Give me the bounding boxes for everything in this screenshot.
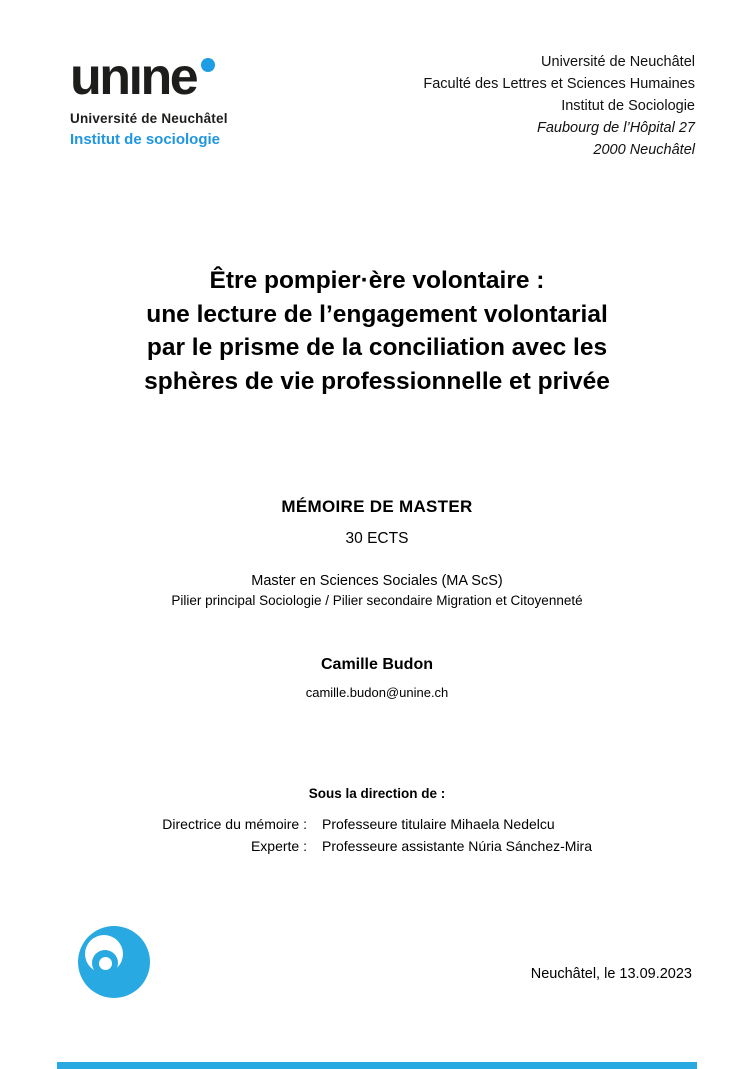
address-line-city: 2000 Neuchâtel bbox=[593, 142, 695, 158]
degree-pillars: Pilier principal Sociologie / Pilier secondaire Migration et Citoyenneté bbox=[171, 593, 583, 608]
logo-institute-label: Institut de sociologie bbox=[70, 130, 221, 148]
supervision-value-expert: Professeure assistante Núria Sánchez-Mira bbox=[322, 838, 593, 854]
author-email: camille.budon@unine.ch bbox=[305, 685, 449, 700]
address-line-university: Université de Neuchâtel bbox=[541, 54, 695, 70]
place-date: Neuchâtel, le 13.09.2023 bbox=[530, 966, 692, 982]
thesis-title bbox=[0, 264, 754, 398]
author-name: Camille Budon bbox=[320, 656, 433, 673]
thesis-title-line-1: Être pompier·ère volontaire : bbox=[209, 267, 545, 294]
circle-logo-inner-core bbox=[99, 957, 112, 970]
address-block bbox=[423, 51, 695, 161]
supervision-label-expert: Experte : bbox=[250, 838, 307, 854]
degree-program: Master en Sciences Sociales (MA ScS) bbox=[251, 573, 503, 589]
thesis-title-line-2: une lecture de l’engagement volontarial bbox=[146, 300, 608, 328]
supervision-table bbox=[57, 813, 697, 857]
degree-credits: 30 ECTS bbox=[345, 530, 409, 547]
supervision-value-director: Professeure titulaire Mihaela Nedelcu bbox=[322, 816, 555, 832]
address-line-faculty: Faculté des Lettres et Sciences Humaines bbox=[423, 76, 695, 92]
supervision-heading: Sous la direction de : bbox=[308, 786, 446, 801]
logo-dot-icon bbox=[201, 58, 215, 72]
unine-circle-logo-icon bbox=[78, 926, 150, 998]
footer-accent-bar bbox=[57, 1062, 697, 1069]
unine-logo bbox=[70, 48, 228, 148]
thesis-title-line-3: par le prisme de la conciliation avec les bbox=[146, 334, 608, 361]
supervision-label-director: Directrice du mémoire : bbox=[162, 816, 307, 832]
unine-wordmark: unıne bbox=[70, 48, 197, 106]
thesis-title-line-4: sphères de vie professionnelle et privée bbox=[144, 367, 610, 395]
degree-heading: MÉMOIRE DE MASTER bbox=[281, 497, 473, 516]
logo-university-label: Université de Neuchâtel bbox=[70, 110, 228, 126]
address-line-institute: Institut de Sociologie bbox=[561, 98, 695, 114]
address-line-street: Faubourg de l’Hôpital 27 bbox=[537, 120, 695, 136]
